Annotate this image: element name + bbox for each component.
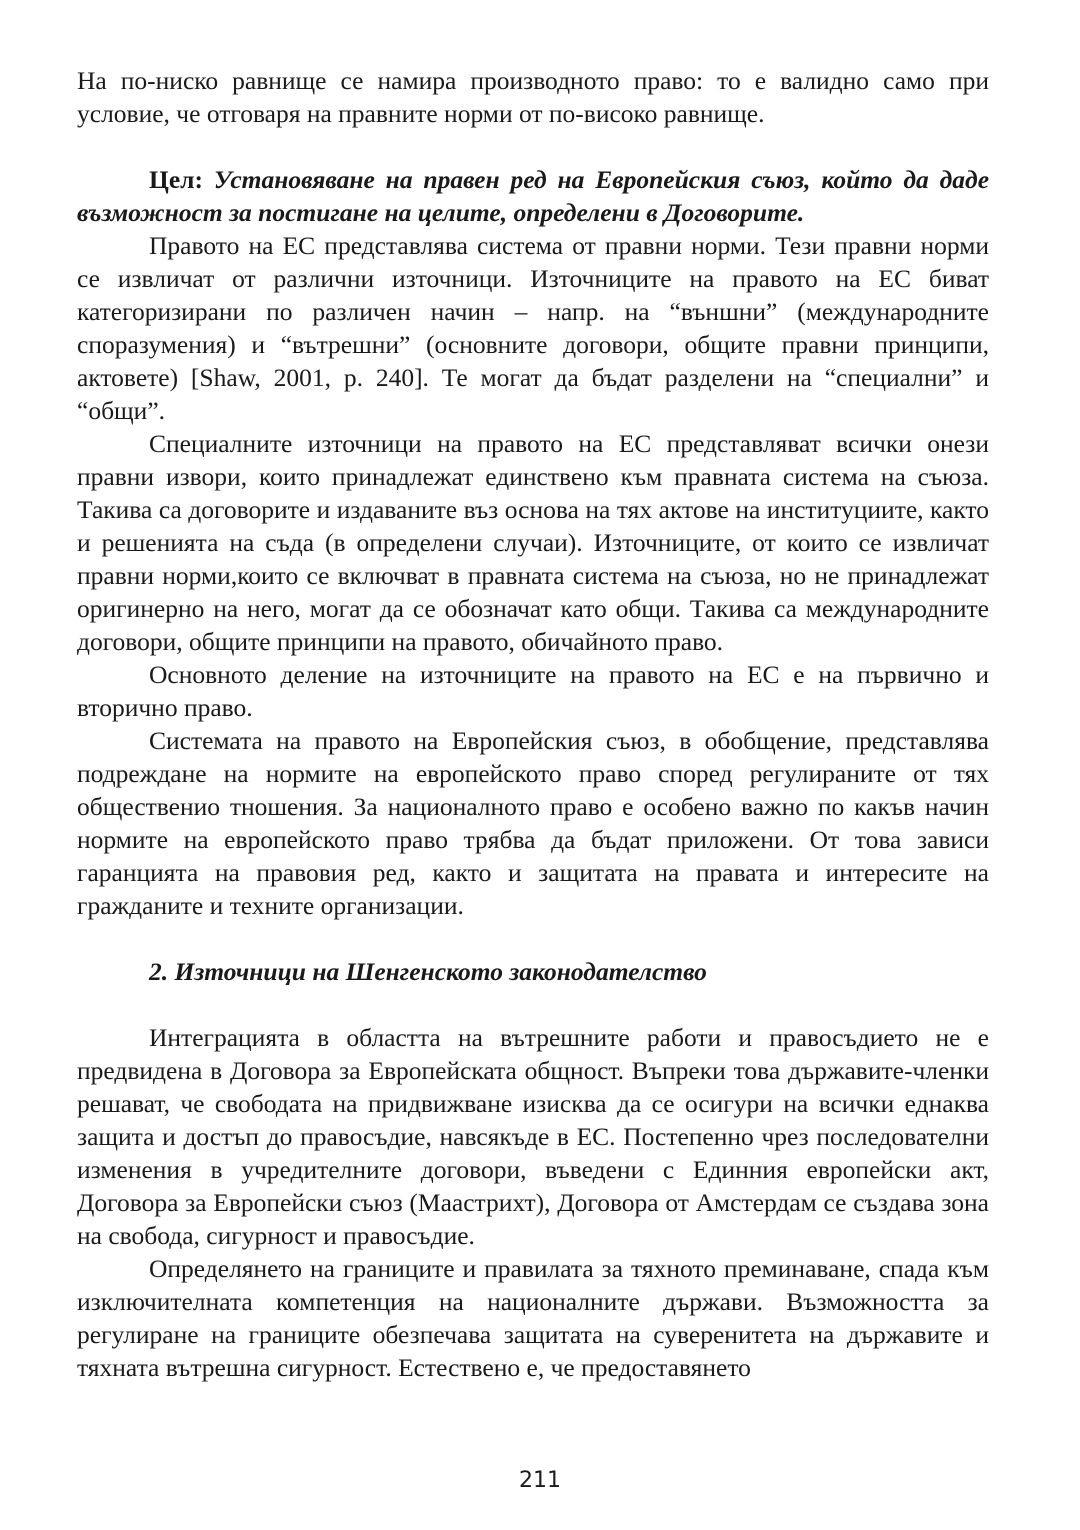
- paragraph-special-sources: Специалните източници на правото на ЕС представляват всички онези правни извори, които принадлежат единствено към правната система на съюза. Такива са договорите и издаваните въз основа на тях актове на институциите, както и решенията на съда (в определени случаи). Източниците, от които се извличат правни норми,които се включват в правната система на съюза, но не принадлежат оригинерно на него, могат да се обозначат като общи. Такива са международните договори, общите принципи на правото, обичайното право.: [77, 429, 989, 656]
- paragraph-system-summary: Системата на правото на Европейския съюз, в обобщение, представлява подреждане на нормите на европейското право според регулираните от тях общественио тношения. За националното право е особено важно по какъв начин нормите на европейското право трябва да бъдат приложени. От това зависи гаранцията на правовия ред, както и защитата на правата и интересите на гражданите и техните организации.: [77, 726, 989, 920]
- paragraph-borders: Определянето на границите и правилата за тяхното преминаване, спада към изключителната компетенция на националните държави. Възможността за регулиране на границите обезпечава защитата на суверенитета на държавите и тяхната вътрешна сигурност. Естествено е, че предоставянето: [77, 1254, 989, 1382]
- goal-statement: [77, 163, 989, 229]
- goal-text: Установяване на правен ред на Европейския съюз, който да даде възможност за постигане на целите, определени в Договорите.: [77, 165, 990, 227]
- intro-paragraph: На по-ниско равнище се намира производното право: то е валидно само при условие, че отговаря на правните норми от по-високо равнище.: [77, 66, 989, 128]
- section-heading: 2. Източници на Шенгенското законодателство: [149, 957, 707, 986]
- page-number: 211: [519, 1468, 561, 1493]
- paragraph-primary-secondary: Основното деление на източниците на правото на ЕС е на първично и вторично право.: [77, 660, 989, 722]
- paragraph-eu-law-system: Правото на ЕС представлява система от правни норми. Тези правни норми се извличат от различни източници. Източниците на правото на ЕС биват категоризирани по различен начин – напр. на “външни” (международните споразумения) и “вътрешни” (основните договори, общите правни принципи, актовете) [Shaw, 2001, p. 240]. Те могат да бъдат разделени на “специални” и “общи”.: [77, 231, 989, 425]
- page-body: [77, 64, 989, 1384]
- goal-label: Цел:: [149, 165, 203, 194]
- paragraph-integration: Интеграцията в областта на вътрешните работи и правосъдието не е предвидена в Договора за Европейската общност. Въпреки това държавите-членки решават, че свободата на придвижване изисква да се осигури на всички еднаква защита и достъп до правосъдие, навсякъде в ЕС. Постепенно чрез последователни изменения в учредителните договори, въведени с Единния европейски акт, Договора за Европейски съюз (Маастрихт), Договора от Амстердам се създава зона на свобода, сигурност и правосъдие.: [77, 1023, 989, 1250]
